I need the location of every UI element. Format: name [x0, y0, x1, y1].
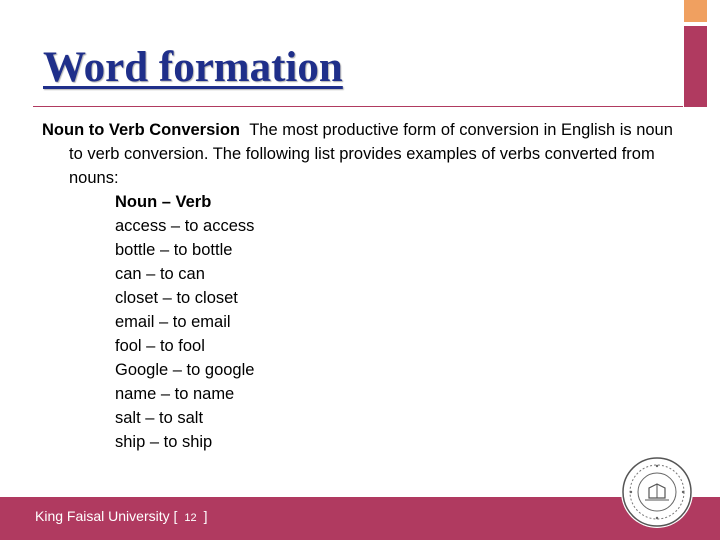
list-item: name – to name	[115, 385, 235, 403]
page-number: 12	[184, 512, 197, 524]
list-item: bottle – to bottle	[115, 241, 233, 259]
slide-title: Word formation	[43, 44, 343, 91]
list-item: can – to can	[115, 265, 205, 283]
list-item: salt – to salt	[115, 409, 204, 427]
footer-bracket-close: ]	[203, 508, 208, 524]
slide-content	[42, 118, 682, 454]
list-item: Google – to google	[115, 361, 255, 379]
accent-bar-maroon	[684, 26, 707, 107]
footer-bar	[0, 497, 720, 540]
list-item: ship – to ship	[115, 433, 213, 451]
footer-text	[35, 507, 208, 527]
list-item: fool – to fool	[115, 337, 205, 355]
list-item: closet – to closet	[115, 289, 238, 307]
seal-graphic	[621, 456, 693, 528]
intro-heading: Noun to Verb Conversion	[42, 121, 241, 139]
university-seal-icon	[621, 456, 693, 528]
list-item: access – to access	[115, 217, 255, 235]
conversion-list	[42, 190, 682, 454]
intro-paragraph	[42, 118, 682, 190]
footer-university: King Faisal University	[35, 508, 170, 524]
footer-bracket-open: [	[173, 508, 178, 524]
accent-bar-orange	[684, 0, 707, 22]
title-divider	[33, 106, 683, 107]
list-header: Noun – Verb	[115, 193, 212, 211]
intro-text: The most productive form of conversion in English is noun to verb conversion. The following list provides examples of verbs converted from nouns:	[69, 121, 673, 187]
list-item: email – to email	[115, 313, 231, 331]
